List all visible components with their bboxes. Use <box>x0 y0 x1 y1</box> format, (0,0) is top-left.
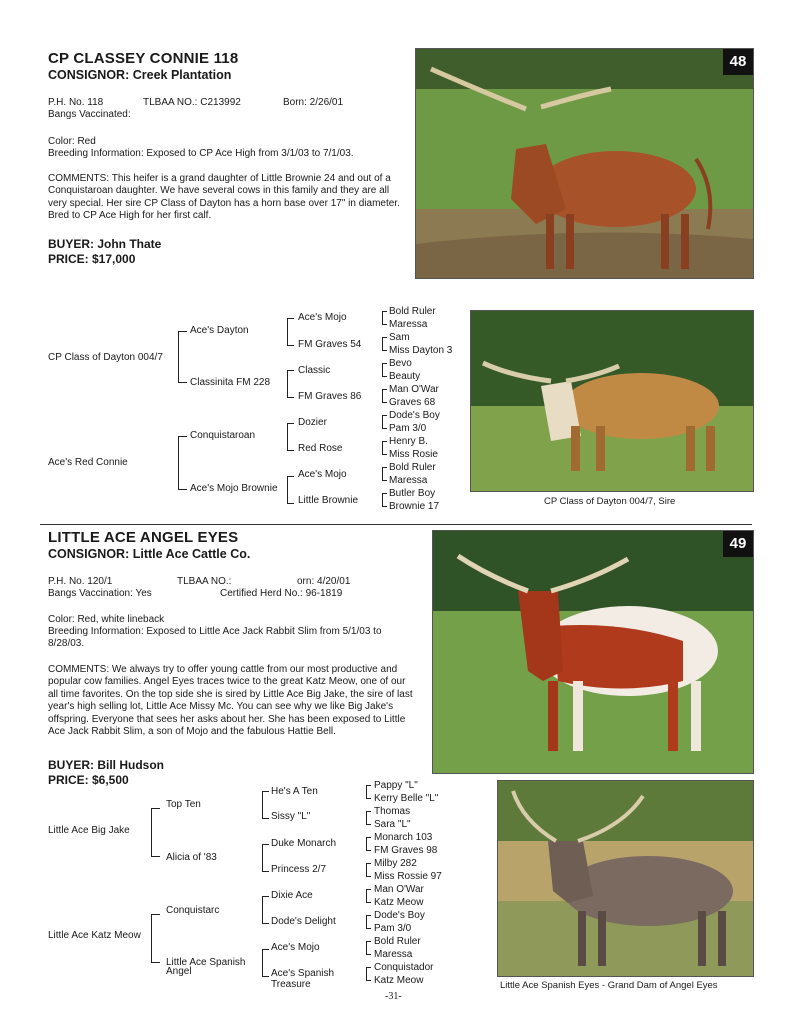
ped-gen3: Red Rose <box>298 443 343 454</box>
ped-gen4: Pam 3/0 <box>374 923 412 934</box>
ped-gen3: FM Graves 54 <box>298 339 362 350</box>
bracket <box>366 811 371 825</box>
ped-gen4: Milby 282 <box>374 858 417 869</box>
ped-gen3: Ace's Mojo <box>298 469 347 480</box>
bracket <box>178 331 187 383</box>
bracket <box>382 337 387 351</box>
bracket <box>366 889 371 903</box>
ped-gen4: Beauty <box>389 371 421 382</box>
ped-gen3: Sissy "L" <box>271 811 311 822</box>
ped-gen4: Sam <box>389 332 410 343</box>
lot48-comments: COMMENTS: This heifer is a grand daughter of Little Brownie 24 and out of a Conquistaroan daughter. We have several cows in this family and they are all very special. Her sire CP Class of Dayton has a horn base over 17" in diameter. Bred to CP Ace High for her first calf. <box>48 173 400 222</box>
ped-gen3: FM Graves 86 <box>298 391 362 402</box>
ped-gen4: Butler Boy <box>389 488 436 499</box>
ped-gen3: Ace's Mojo <box>298 312 347 323</box>
ped-gen4: FM Graves 98 <box>374 845 438 856</box>
ped-gen3: Classic <box>298 365 331 376</box>
lot48-number-badge: 48 <box>723 49 753 75</box>
bracket <box>287 318 294 346</box>
ped-gen3: He's A Ten <box>271 786 318 797</box>
bracket <box>382 389 387 403</box>
lot49-number-badge: 49 <box>723 531 753 557</box>
ped-gen2: Alicia of '83 <box>166 852 217 863</box>
lot49-color: Color: Red, white lineback <box>48 614 165 625</box>
section-divider <box>40 524 752 525</box>
lot49-price: PRICE: $6,500 <box>48 773 129 787</box>
ped-gen3: Princess 2/7 <box>271 864 327 875</box>
lot49-grand-dam-caption: Little Ace Spanish Eyes - Grand Dam of Angel Eyes <box>500 980 718 991</box>
lot49-buyer: BUYER: Bill Hudson <box>48 758 164 772</box>
ped-gen4: Bold Ruler <box>389 306 436 317</box>
ped-gen4: Dode's Boy <box>374 910 425 921</box>
lot48-tlbaa: TLBAA NO.: C213992 <box>143 97 241 108</box>
bracket <box>366 967 371 981</box>
ped-gen4: Maressa <box>374 949 413 960</box>
lot48-color: Color: Red <box>48 136 96 147</box>
bracket <box>366 863 371 877</box>
bracket <box>366 785 371 799</box>
ped-gen4: Katz Meow <box>374 897 424 908</box>
ped-gen3: Ace's Spanish <box>271 968 335 979</box>
ped-gen4: Maressa <box>389 319 428 330</box>
ped-gen2: Conquistarc <box>166 905 220 916</box>
lot48-ph: P.H. No. 118 <box>48 97 104 108</box>
lot48-bangs: Bangs Vaccinated: <box>48 109 131 120</box>
ped-gen2: Ace's Dayton <box>190 325 249 336</box>
bracket <box>366 837 371 851</box>
ped-gen4: Pappy "L" <box>374 780 418 791</box>
bracket <box>382 363 387 377</box>
ped-gen4: Conquistador <box>374 962 434 973</box>
lot49-bangs: Bangs Vaccination: Yes <box>48 588 152 599</box>
lot49-grand-dam-photo <box>497 780 754 977</box>
ped-gen4: Dode's Boy <box>389 410 440 421</box>
lot48-consignor: CONSIGNOR: Creek Plantation <box>48 68 232 82</box>
page-number: -31- <box>385 991 402 1002</box>
ped-gen2: Angel <box>166 966 192 977</box>
lot49-comments: COMMENTS: We always try to offer young cattle from our most productive and popular cow families. Angel Eyes traces twice to the great Katz Meow, one of our all time favorites. On the top side she is sired by Little Ace Big Jake, the sire of last year's high selling lot, Little Ace Missy Mc. You can see why we like Big Jake's offspring. Everyone that sees her asks about her. She has been exposed to Little Ace Jack Rabbit Slim, a son of Mojo and the fabulous Hattie Bell. <box>48 664 413 738</box>
ped-gen4: Bevo <box>389 358 412 369</box>
ped-gen4: Brownie 17 <box>389 501 440 512</box>
ped-gen2: Little Ace Spanish <box>166 957 246 968</box>
ped-gen4: Miss Dayton 3 <box>389 345 453 356</box>
bracket <box>178 436 187 490</box>
bracket <box>287 370 294 398</box>
lot48-cow-photo <box>415 48 754 279</box>
ped-gen4: Miss Rosie <box>389 449 438 460</box>
bracket <box>366 941 371 955</box>
bracket <box>382 441 387 455</box>
bracket <box>151 808 160 857</box>
ped-gen4: Kerry Belle "L" <box>374 793 439 804</box>
ped-gen4: Henry B. <box>389 436 428 447</box>
ped-gen4: Man O'War <box>374 884 424 895</box>
bracket <box>151 914 160 963</box>
ped-gen4: Miss Rossie 97 <box>374 871 442 882</box>
ped-gen3: Dozier <box>298 417 327 428</box>
ped-gen4: Thomas <box>374 806 411 817</box>
lot49-herd: Certified Herd No.: 96-1819 <box>220 588 343 599</box>
bracket <box>262 949 269 977</box>
lot49-cow-photo <box>432 530 754 774</box>
lot49-ped-dam: Little Ace Katz Meow <box>48 930 141 941</box>
bracket <box>287 423 294 451</box>
bracket <box>287 476 294 504</box>
bracket <box>382 467 387 481</box>
ped-gen4: Man O'War <box>389 384 439 395</box>
ped-gen3: Dode's Delight <box>271 916 336 927</box>
ped-gen4: Sara "L" <box>374 819 411 830</box>
ped-gen3: Ace's Mojo <box>271 942 320 953</box>
lot48-price: PRICE: $17,000 <box>48 252 136 266</box>
lot49-breeding: Breeding Information: Exposed to Little Ace Jack Rabbit Slim from 5/1/03 to 8/28/03. <box>48 626 382 650</box>
ped-gen4: Maressa <box>389 475 428 486</box>
bracket <box>366 915 371 929</box>
ped-gen4: Pam 3/0 <box>389 423 427 434</box>
bracket <box>382 493 387 507</box>
lot48-title: CP CLASSEY CONNIE 118 <box>48 50 239 67</box>
bracket <box>262 896 269 924</box>
ped-gen2: Ace's Mojo Brownie <box>190 483 278 494</box>
ped-gen2: Conquistaroan <box>190 430 256 441</box>
lot48-ped-dam: Ace's Red Connie <box>48 457 128 468</box>
lot48-born: Born: 2/26/01 <box>283 97 344 108</box>
lot49-ped-sire: Little Ace Big Jake <box>48 825 130 836</box>
lot48-buyer: BUYER: John Thate <box>48 237 162 251</box>
bracket <box>382 415 387 429</box>
ped-gen4: Katz Meow <box>374 975 424 986</box>
lot49-consignor: CONSIGNOR: Little Ace Cattle Co. <box>48 547 251 561</box>
lot48-sire-caption: CP Class of Dayton 004/7, Sire <box>544 496 676 507</box>
ped-gen2: Classinita FM 228 <box>190 377 271 388</box>
bracket <box>262 791 269 819</box>
lot49-ph: P.H. No. 120/1 <box>48 576 113 587</box>
ped-gen2: Top Ten <box>166 799 201 810</box>
bracket <box>382 311 387 325</box>
ped-gen3: Little Brownie <box>298 495 359 506</box>
lot49-born: orn: 4/20/01 <box>297 576 351 587</box>
ped-gen4: Monarch 103 <box>374 832 433 843</box>
lot48-ped-sire: CP Class of Dayton 004/7 <box>48 352 163 363</box>
lot48-breeding: Breeding Information: Exposed to CP Ace High from 3/1/03 to 7/1/03. <box>48 148 354 159</box>
ped-gen4: Bold Ruler <box>374 936 421 947</box>
ped-gen3: Dixie Ace <box>271 890 313 901</box>
ped-gen4: Graves 68 <box>389 397 436 408</box>
lot49-title: LITTLE ACE ANGEL EYES <box>48 529 239 546</box>
bracket <box>262 844 269 872</box>
ped-gen3: Treasure <box>271 979 311 990</box>
lot49-tlbaa: TLBAA NO.: <box>177 576 232 587</box>
ped-gen3: Duke Monarch <box>271 838 337 849</box>
lot48-sire-photo <box>470 310 754 492</box>
ped-gen4: Bold Ruler <box>389 462 436 473</box>
